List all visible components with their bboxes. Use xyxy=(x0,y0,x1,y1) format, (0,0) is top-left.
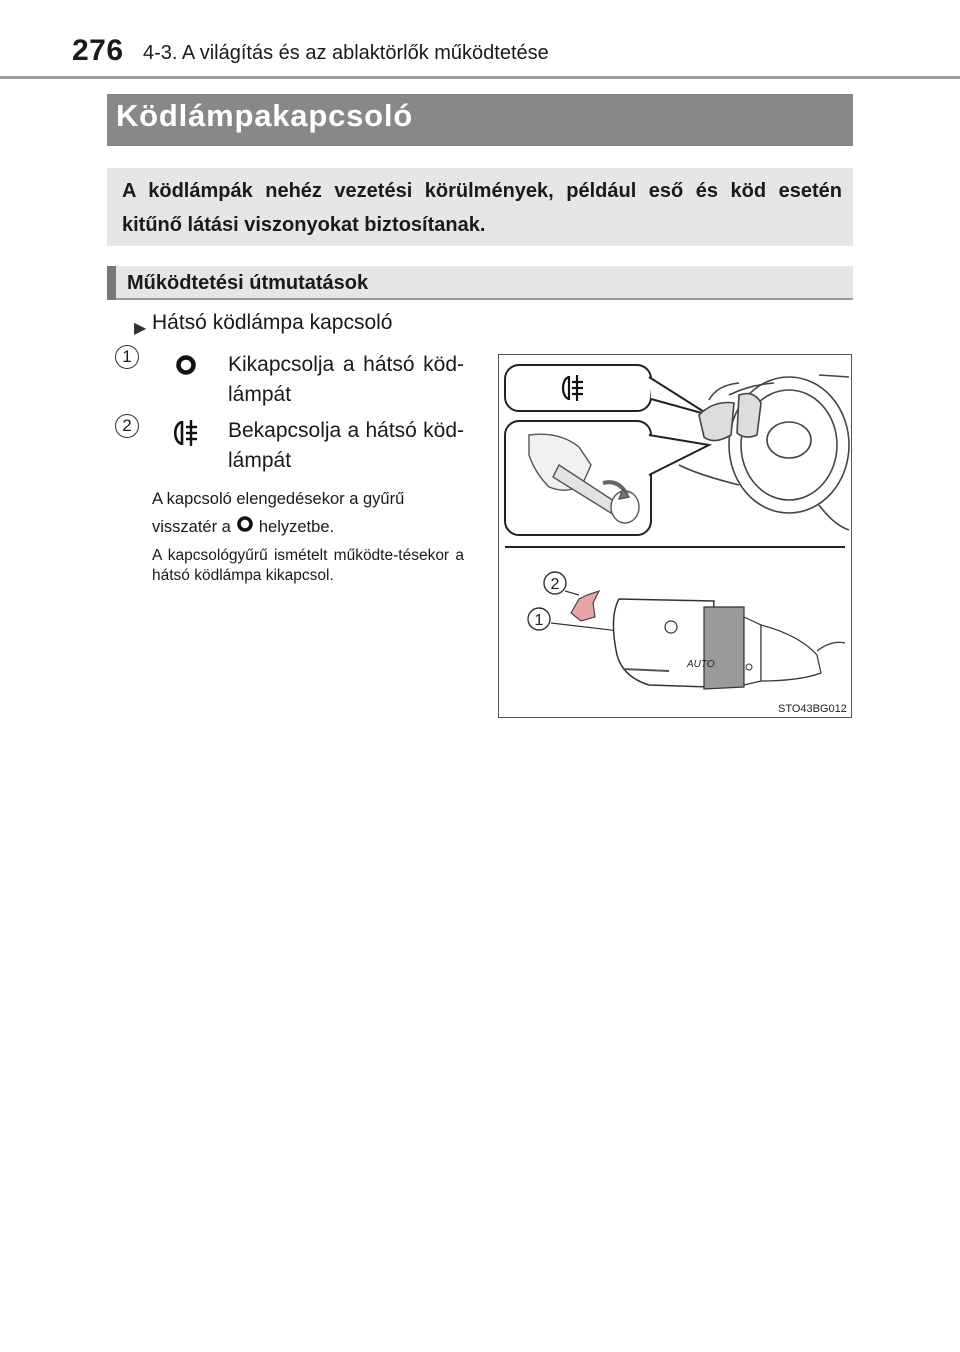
stalk-auto-label: AUTO xyxy=(687,659,715,670)
bullet-label: Hátsó ködlámpa kapcsoló xyxy=(152,311,393,334)
figure-code: STO43BG012 xyxy=(778,703,847,715)
item-number-1: 1 xyxy=(115,345,139,369)
fog-switch-illustration xyxy=(499,355,851,717)
item-number-2: 2 xyxy=(115,414,139,438)
note-1: A kapcsoló elengedésekor a gyűrű xyxy=(152,490,405,508)
section-header: 4-3. A világítás és az ablaktörlők működtetése xyxy=(143,42,549,64)
fog-light-off-icon xyxy=(172,354,200,381)
page-number: 276 xyxy=(72,34,124,67)
figure-callout-2-label: 2 xyxy=(550,576,560,593)
header-divider xyxy=(0,76,960,79)
subheading: Működtetési útmutatások xyxy=(127,272,369,294)
note-1-after-icon: helyzetbe. xyxy=(258,518,335,536)
intro-text: A ködlámpák nehéz vezetési körülmények, például eső és köd esetén kitűnő látási viszonyokat biztosítanak. xyxy=(122,180,842,236)
rotate-up-arrow-icon xyxy=(571,591,599,621)
note-1-continued xyxy=(152,513,334,542)
item-1-text: Kikapcsolja a hátsó köd-lámpát xyxy=(228,353,464,406)
figure-callout-1-label: 1 xyxy=(534,612,544,629)
item-2-text: Bekapcsolja a hátsó köd-lámpát xyxy=(228,419,464,472)
bullet-arrow-icon: ▶ xyxy=(134,320,147,337)
fog-switch-stalk-drawing xyxy=(613,599,845,689)
note-2: A kapcsológyűrű ismételt működte-tésekor a hátsó ködlámpa kikapcsol. xyxy=(152,547,464,584)
fog-light-off-icon-inline xyxy=(235,514,255,542)
note-1-before-icon: visszatér a xyxy=(152,518,231,536)
rear-fog-light-icon xyxy=(170,418,204,453)
illustration-frame xyxy=(498,354,852,718)
steering-wheel-drawing xyxy=(679,375,849,530)
page-title: Ködlámpakapcsoló xyxy=(116,98,414,133)
subheading-accent xyxy=(107,266,116,300)
